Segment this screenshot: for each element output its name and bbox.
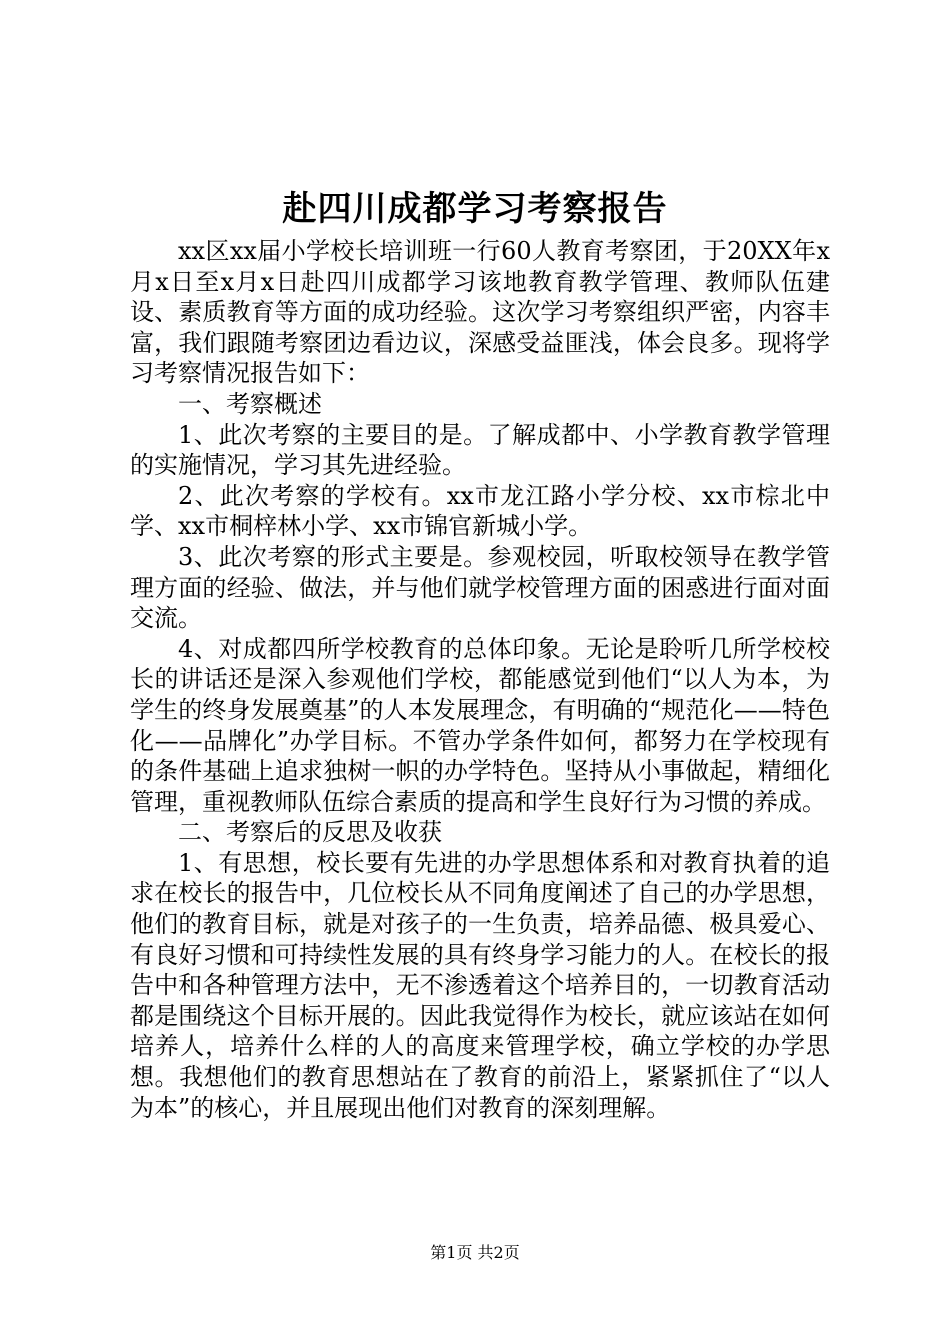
paragraph-intro: xx区xx届小学校长培训班一行60人教育考察团，于20XX年x月x日至x月x日赴四川成都学习该地教育教学管理、教师队伍建设、素质教育等方面的成功经验。这次学习考察组织严密，内容丰富，我们跟随考察团边看边议，深感受益匪浅，体会良多。现将学习考察情况报告如下： — [130, 237, 830, 388]
paragraph-thought: 1、有思想，校长要有先进的办学思想体系和对教育执着的追求在校长的报告中，几位校长从不同角度阐述了自己的办学思想，他们的教育目标，就是对孩子的一生负责，培养品德、极具爱心、有良好习惯和可持续性发展的具有终身学习能力的人。在校长的报告中和各种管理方法中，无不渗透着这个培养目的，一切教育活动都是围绕这个目标开展的。因此我觉得作为校长，就应该站在如何培养人，培养什么样的人的高度来管理学校，确立学校的办学思想。我想他们的教育思想站在了教育的前沿上，紧紧抓住了“以人为本”的核心，并且展现出他们对教育的深刻理解。 — [130, 848, 830, 1122]
paragraph-impression: 4、对成都四所学校教育的总体印象。无论是聆听几所学校校长的讲话还是深入参观他们学校，都能感觉到他们“以人为本，为学生的终身发展奠基”的人本发展理念，有明确的“规范化——特色化——品牌化”办学目标。不管办学条件如何，都努力在学校现有的条件基础上追求独树一帜的办学特色。坚持从小事做起，精细化管理，重视教师队伍综合素质的提高和学生良好行为习惯的养成。 — [130, 634, 830, 816]
section-heading-reflection: 二、考察后的反思及收获 — [178, 818, 442, 847]
page-number-footer: 第1页 共2页 — [430, 1243, 520, 1262]
section-heading-overview: 一、考察概述 — [178, 389, 322, 418]
paragraph-purpose: 1、此次考察的主要目的是。了解成都中、小学教育教学管理的实施情况，学习其先进经验。 — [130, 420, 830, 480]
paragraph-schools: 2、此次考察的学校有。xx市龙江路小学分校、xx市棕北中学、xx市桐梓林小学、xx市锦官新城小学。 — [130, 481, 830, 541]
paragraph-format: 3、此次考察的形式主要是。参观校园，听取校领导在教学管理方面的经验、做法，并与他们就学校管理方面的困惑进行面对面交流。 — [130, 542, 830, 633]
document-title: 赴四川成都学习考察报告 — [282, 189, 668, 229]
document-body — [130, 236, 830, 1123]
